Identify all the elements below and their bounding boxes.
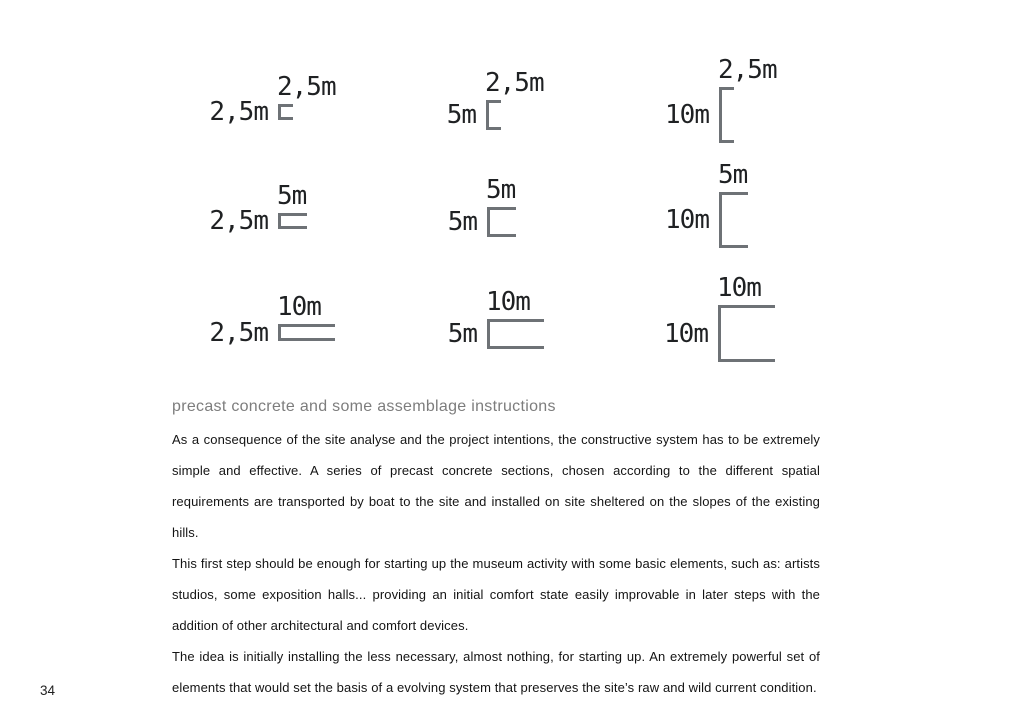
- width-dimension-label: 10m: [717, 273, 761, 303]
- page-number: 34: [40, 683, 56, 698]
- width-dimension-label: 2,5m: [277, 72, 336, 102]
- height-dimension-label: 5m: [447, 319, 477, 349]
- height-dimension-label: 5m: [446, 100, 476, 130]
- section-heading: precast concrete and some assemblage instructions: [172, 398, 556, 415]
- width-dimension-label: 10m: [486, 287, 530, 317]
- width-dimension-label: 5m: [718, 160, 748, 190]
- body-text: [172, 424, 820, 703]
- width-dimension-label: 5m: [277, 181, 307, 211]
- height-dimension-label: 10m: [664, 318, 708, 349]
- diagram-cell-1: [209, 72, 336, 127]
- width-dimension-label: 2,5m: [485, 68, 544, 98]
- height-dimension-label: 10m: [665, 100, 709, 130]
- width-dimension-label: 10m: [277, 292, 321, 322]
- body-paragraph-1: As a consequence of the site analyse and the project intentions, the constructive system has to be extremely simple and effective. A series of precast concrete sections, chosen according to the different spatial requirements are transported by boat to the site and installed on site sheltered on the slopes of the existing hills.: [172, 432, 820, 540]
- height-dimension-label: 5m: [447, 207, 477, 237]
- width-dimension-label: 2,5m: [718, 55, 777, 85]
- height-dimension-label: 10m: [665, 205, 709, 235]
- body-paragraph-3: The idea is initially installing the less necessary, almost nothing, for starting up. An extremely powerful set of elements that would set the basis of a evolving system that preserves the site’s raw and wild current condition.: [172, 649, 820, 695]
- diagram-cell-3: [665, 55, 777, 143]
- height-dimension-label: 2,5m: [209, 317, 268, 348]
- diagram-cell-5: [447, 175, 516, 237]
- body-paragraph-2: This first step should be enough for starting up the museum activity with some basic elements, such as: artists studios, some exposition halls... providing an initial comfort state easily improvable in later steps with the addition of other architectural and comfort devices.: [172, 556, 820, 633]
- width-dimension-label: 5m: [486, 175, 516, 205]
- diagram-cell-6: [665, 160, 748, 248]
- height-dimension-label: 2,5m: [209, 97, 268, 127]
- diagram-cell-4: [209, 181, 307, 236]
- diagram-cell-8: [447, 287, 544, 349]
- diagram-cell-9: [664, 273, 775, 362]
- height-dimension-label: 2,5m: [209, 206, 268, 236]
- diagram-cell-2: [446, 68, 544, 130]
- diagram-cell-7: [209, 292, 335, 348]
